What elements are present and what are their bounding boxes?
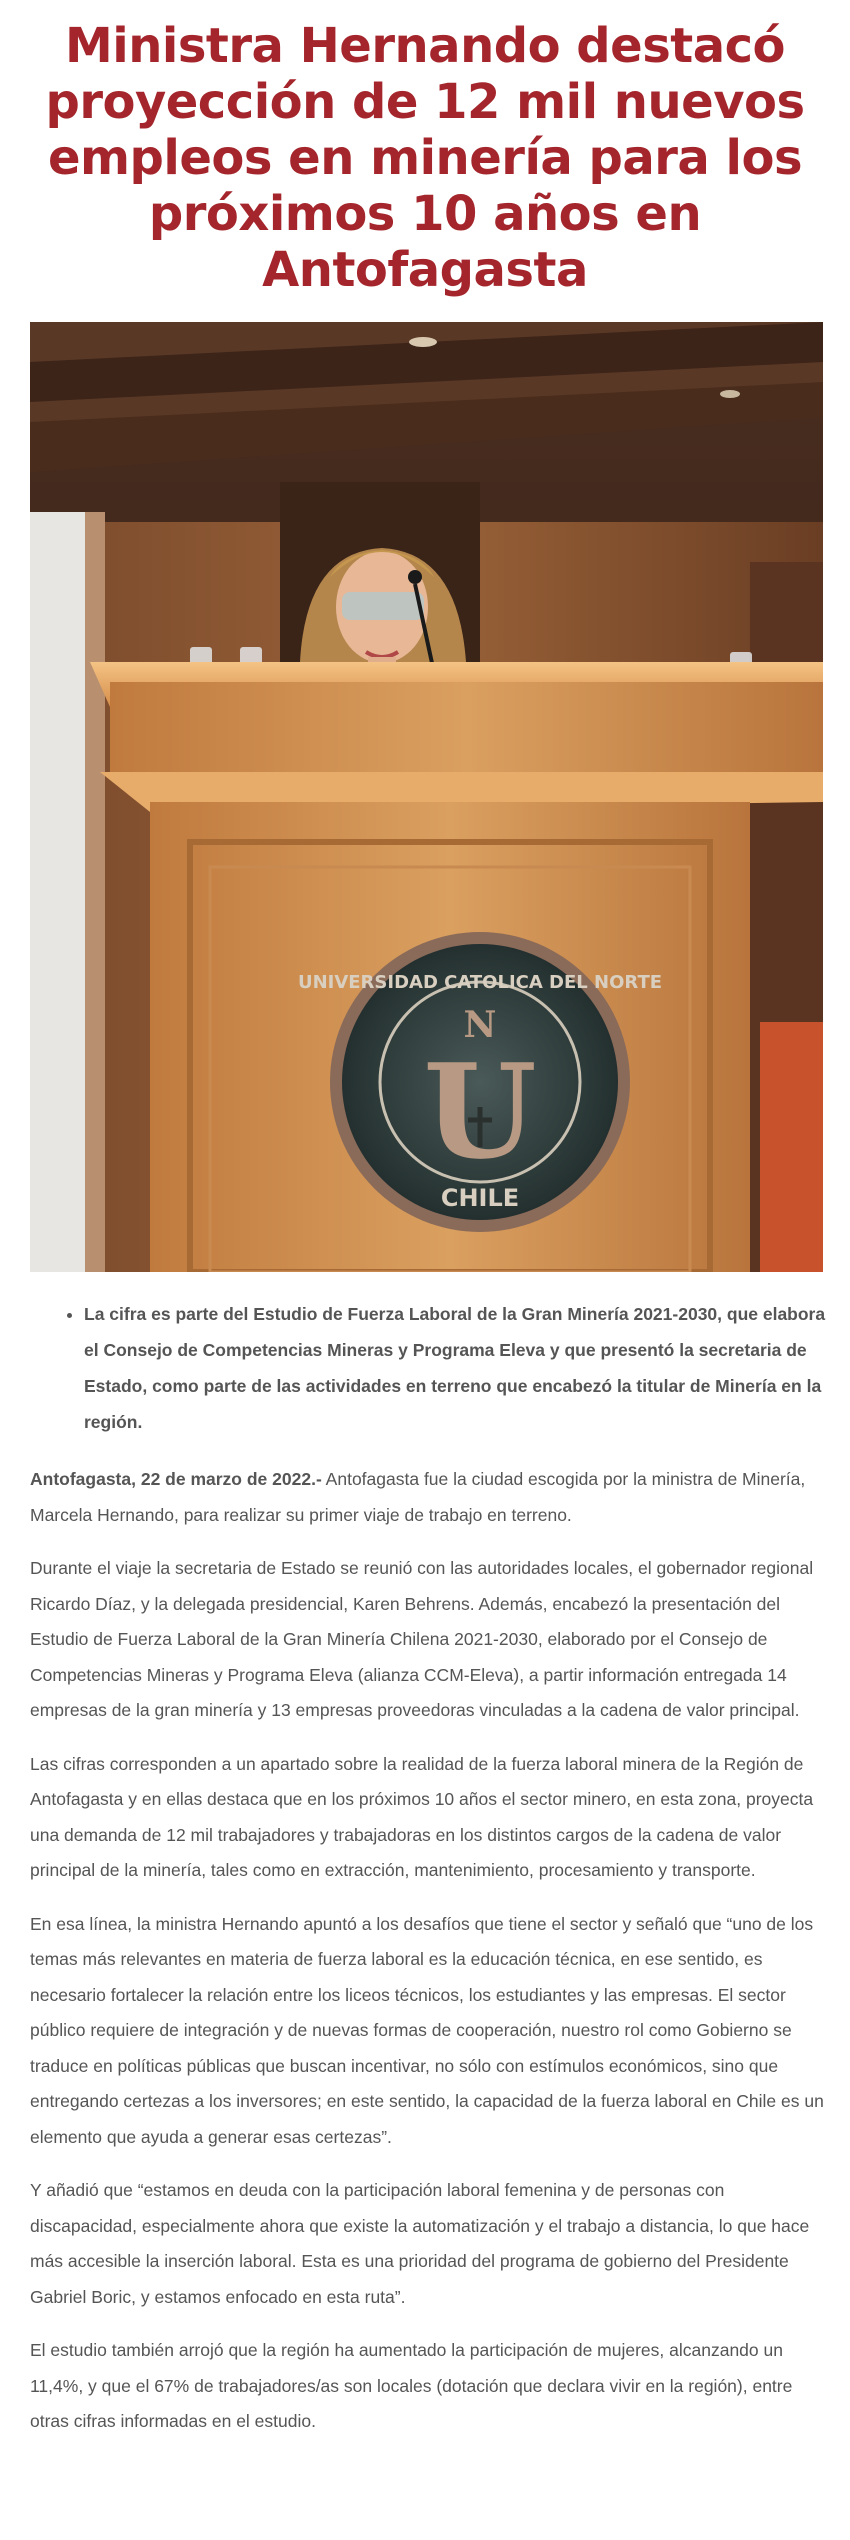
medallion-country: CHILE: [440, 1184, 520, 1212]
medallion-letter-top: N: [463, 1004, 497, 1046]
article-body: [30, 1462, 827, 2458]
paragraph: En esa línea, la ministra Hernando apuntó a los desafíos que tiene el sector y señaló que “uno de los temas más relevantes en materia de fuerza laboral es la educación técnica, en ese sentido, es necesario fortalecer la relación entre los liceos técnicos, los estudiantes y las empresas. El sector público requiere de integración y de nuevas formas de cooperación, nuestro rol como Gobierno se traduce en políticas públicas que buscan incentivar, no sólo con estímulos económicos, sino que entregando certezas a los inversores; en este sentido, la capacidad de la fuerza laboral en Chile es un elemento que ayuda a generar esas certezas”.: [30, 1913, 824, 2147]
article-photo: [30, 322, 823, 1272]
medallion-arc-text: UNIVERSIDAD CATOLICA DEL NORTE: [297, 972, 663, 993]
dateline: Antofagasta, 22 de marzo de 2022.-: [30, 1469, 322, 1489]
lead-text: Antofagasta fue la ciudad escogida por la ministra de Minería, Marcela Hernando, para realizar su primer viaje de trabajo en terreno.: [30, 1469, 806, 1525]
paragraph: El estudio también arrojó que la región ha aumentado la participación de mujeres, alcanzando un 11,4%, y que el 67% de trabajadores/as son locales (dotación que declara vivir en la región), entre otras cifras informadas en el estudio.: [30, 2340, 793, 2431]
paragraph: Durante el viaje la secretaria de Estado se reunió con las autoridades locales, el gobernador regional Ricardo Díaz, y la delegada presidencial, Karen Behrens. Además, encabezó la presentación del Estudio de Fuerza Laboral de la Gran Minería Chilena 2021-2030, elaborado por el Consejo de Competencias Mineras y Programa Eleva (alianza CCM-Eleva), a partir información entregada 14 empresas de la gran minería y 13 empresas proveedoras vinculadas a la cadena de valor principal.: [30, 1558, 814, 1720]
paragraph-lead: [30, 1462, 827, 1533]
article-title: Ministra Hernando destacó proyección de 12 mil nuevos empleos en minería para los próximos 10 años en Antofagasta: [45, 18, 805, 298]
article-highlights: [58, 1296, 844, 1440]
highlight-item: • La cifra es parte del Estudio de Fuerza Laboral de la Gran Minería 2021-2030, que elabora el Consejo de Competencias Mineras y Programa Eleva y que presentó la secretaria de Estado, como parte de las actividades en terreno que encabezó la titular de Minería en la región.: [84, 1296, 844, 1440]
paragraph: Las cifras corresponden a un apartado sobre la realidad de la fuerza laboral minera de la Región de Antofagasta y en ellas destaca que en los próximos 10 años el sector minero, en esta zona, proyecta una demanda de 12 mil trabajadores y trabajadoras en los distintos cargos de la cadena de valor principal de la minería, tales como en extracción, mantenimiento, procesamiento y transporte.: [30, 1753, 814, 1880]
medallion-letter-main: U: [423, 1035, 537, 1188]
paragraph: Y añadió que “estamos en deuda con la participación laboral femenina y de personas con discapacidad, especialmente ahora que existe la automatización y el trabajo a distancia, lo que hace más accesible la inserción laboral. Esta es una prioridad del programa de gobierno del Presidente Gabriel Boric, y estamos enfocado en esta ruta”.: [30, 2180, 810, 2307]
